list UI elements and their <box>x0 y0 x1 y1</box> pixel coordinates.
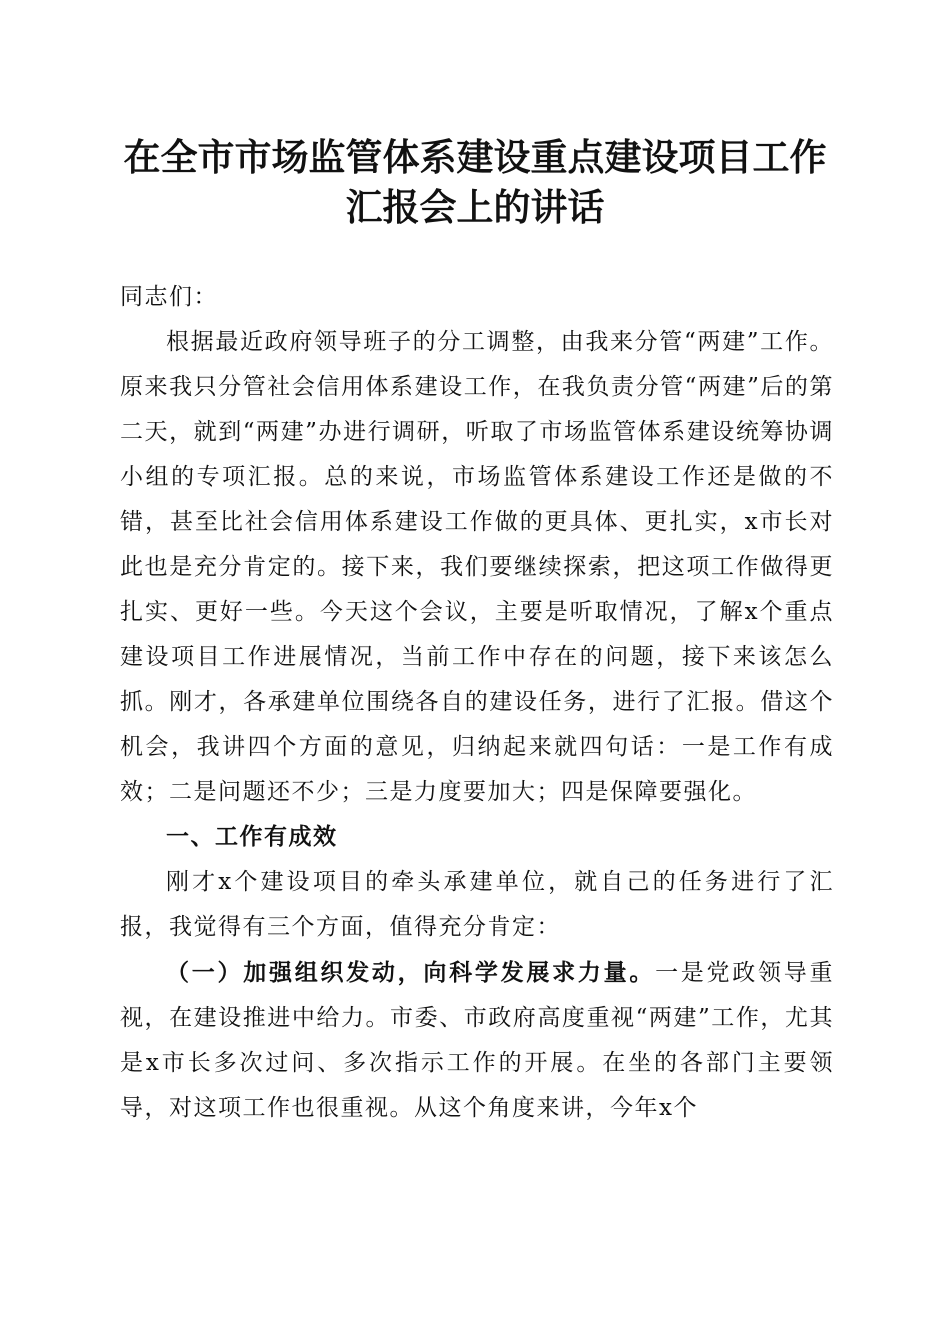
paragraph-intro: 根据最近政府领导班子的分工调整，由我来分管“两建”工作。原来我只分管社会信用体系建设工作，在我负责分管“两建”后的第二天，就到“两建”办进行调研，听取了市场监管体系建设统筹协调小组的专项汇报。总的来说，市场监管体系建设工作还是做的不错，甚至比社会信用体系建设工作做的更具体、更扎实，x市长对此也是充分肯定的。接下来，我们要继续探索，把这项工作做得更扎实、更好一些。今天这个会议，主要是听取情况，了解x个重点建设项目工作进展情况，当前工作中存在的问题，接下来该怎么抓。刚才，各承建单位围绕各自的建设任务，进行了汇报。借这个机会，我讲四个方面的意见，归纳起来就四句话：一是工作有成效；二是问题还不少；三是力度要加大；四是保障要强化。 <box>120 329 834 805</box>
paragraph-section1: 刚才x个建设项目的牵头承建单位，就自己的任务进行了汇报，我觉得有三个方面，值得充分肯定： <box>120 869 834 940</box>
section-heading-1: 一、工作有成效 <box>166 824 338 850</box>
document-body <box>120 275 834 1131</box>
document-title: 在全市市场监管体系建设重点建设项目工作汇报会上的讲话 <box>123 135 827 229</box>
paragraph-subsection1 <box>120 950 834 1131</box>
salutation: 同志们： <box>120 284 218 310</box>
subsection-heading-1: （一）加强组织发动，向科学发展求力量。 <box>166 959 656 986</box>
subsection-1-text: 一是党政领导重视，在建设推进中给力。市委、市政府高度重视“两建”工作，尤其是x市长多次过问、多次指示工作的开展。在坐的各部门主要领导，对这项工作也很重视。从这个角度来讲，今年x个 <box>120 960 835 1121</box>
